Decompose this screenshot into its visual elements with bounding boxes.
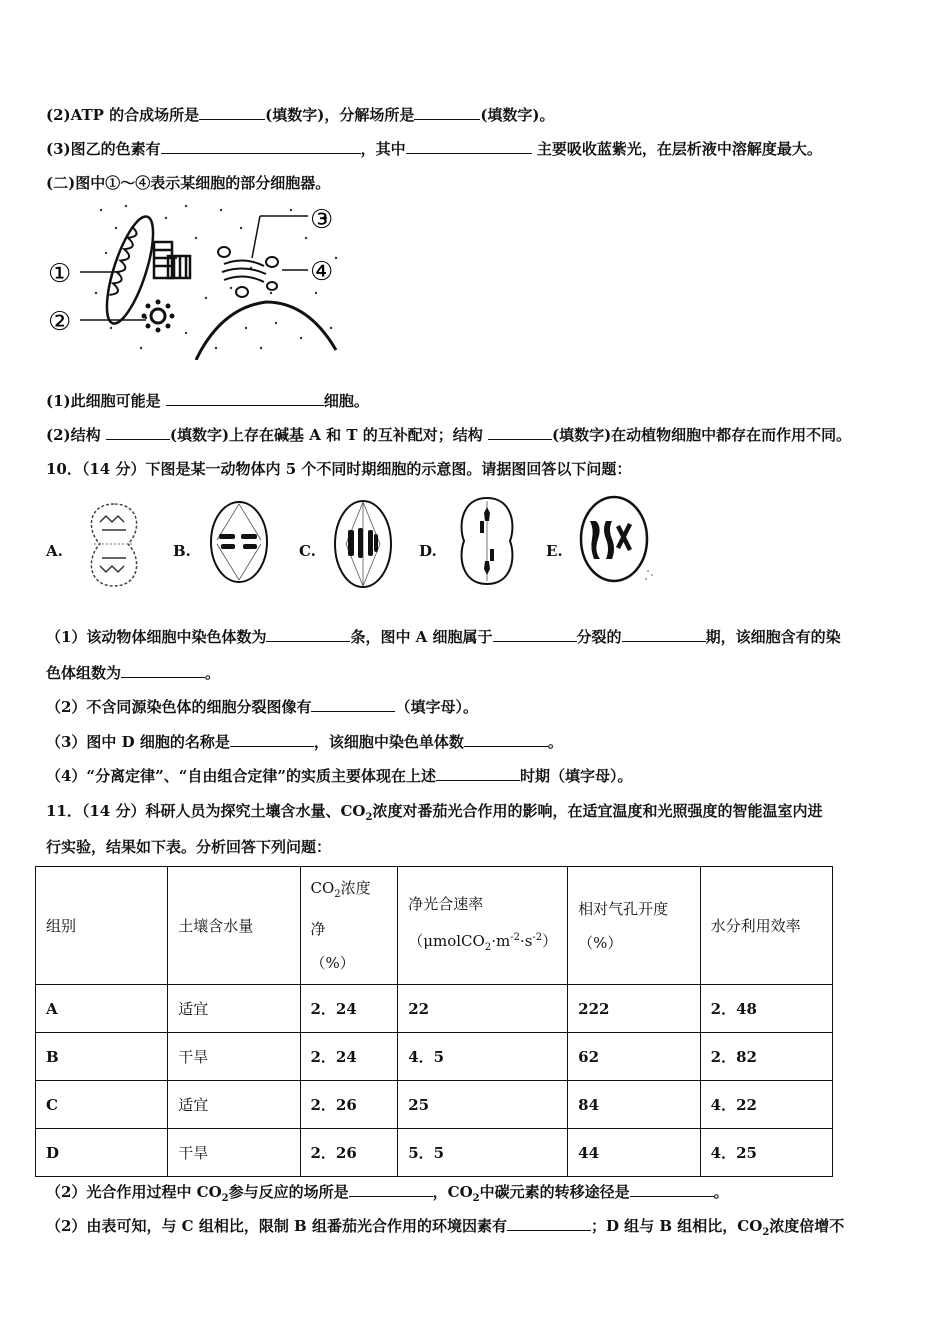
q10-s3-line: （3）图中 D 细胞的名称是 ，该细胞中染色单体数 。 [46,733,563,751]
table-cell: A [36,985,168,1033]
table-cell: 62 [568,1033,700,1081]
table-cell: 2．26 [300,1129,398,1177]
cell-label-b: B. [173,542,191,560]
answer-blank[interactable] [161,139,361,154]
answer-blank[interactable] [630,1182,714,1197]
table-cell: 4．22 [700,1081,832,1129]
table-cell: 2．48 [700,985,832,1033]
table-cell: 25 [398,1081,568,1129]
answer-blank[interactable] [349,1182,433,1197]
answer-blank[interactable] [507,1216,591,1231]
table-row [36,1081,833,1129]
table-cell: 2．26 [300,1081,398,1129]
experiment-table [35,866,833,1177]
table-cell: 干旱 [168,1129,300,1177]
q-structure-line: (2)结构 (填数字)上存在碱基 A 和 T 的互补配对；结构 (填数字)在动植物细胞中都存在而作用不同。 [46,426,852,444]
table-cell: 84 [568,1081,700,1129]
answer-blank[interactable] [406,139,532,154]
header-net-photosynthesis: 净光合速率 $(\mu molCO_2\cdot m^{-2}\cdot s^{-2})$ [398,867,568,985]
q10-s4-line: （4）“分离定律”、“自由组合定律”的实质主要体现在上述 时期（填字母）。 [46,767,633,785]
cell-label-a: A. [46,542,63,560]
answer-blank[interactable] [311,697,395,712]
table-cell: B [36,1033,168,1081]
section-two-header: (二)图中①～④表示某细胞的部分细胞器。 [46,174,331,192]
answer-blank[interactable] [166,391,324,406]
cell-label-d: D. [419,542,437,560]
q11-s1-line: （2）光合作用过程中 $CO_2$参与反应的场所是 ，$CO_2$中碳元素的转移途径是 。 [46,1183,729,1204]
answer-blank[interactable] [106,425,170,440]
table-cell: C [36,1081,168,1129]
cell-label-c: C. [299,542,316,560]
cell-b-figure [207,500,271,584]
q11-s2-line: （2）由表可知，与 C 组相比，限制 B 组番茄光合作用的环境因素有 ；D 组与 B 组相比，$CO_2$浓度倍增不 [46,1217,845,1238]
q-atp-line: (2)ATP 的合成场所是 (填数字)，分解场所是 (填数字)。 [46,106,555,124]
q10-s1-line1: （1）该动物体细胞中染色体数为 条，图中 A 细胞属于 分裂的 期，该细胞含有的染 [46,628,841,646]
answer-blank[interactable] [488,425,552,440]
table-cell: 2．24 [300,985,398,1033]
q-cell-type-line: (1)此细胞可能是 细胞。 [46,392,369,410]
header-co2: $CO_2$浓度 净 （%） [300,867,398,985]
organelle-label-2: ② [48,307,72,337]
table-cell: 4．25 [700,1129,832,1177]
cell-label-e: E. [546,542,563,560]
table-cell: 适宜 [168,1081,300,1129]
q-pigment-line: (3)图乙的色素有 ，其中 主要吸收蓝紫光，在层析液中溶解度最大。 [46,140,822,158]
q10-header: 10．（14 分）下图是某一动物体内 5 个不同时期细胞的示意图。请据图回答以下问题： [46,460,632,478]
table-cell: 4．5 [398,1033,568,1081]
answer-blank[interactable] [230,732,314,747]
answer-blank[interactable] [464,732,548,747]
q10-s2-line: （2）不含同源染色体的细胞分裂图像有 （填字母）。 [46,698,478,716]
table-cell: 适宜 [168,985,300,1033]
table-cell: D [36,1129,168,1177]
cell-a-figure [82,500,146,590]
q11-header-line2: 行实验，结果如下表。分析回答下列问题： [46,838,332,856]
answer-blank[interactable] [622,627,706,642]
organelle-figure [46,198,346,360]
answer-blank[interactable] [414,105,480,120]
table-row [36,1129,833,1177]
header-group: 组别 [36,867,168,985]
organelle-label-1: ① [48,259,72,289]
cell-d-figure [454,495,520,587]
table-header-row [36,867,833,985]
table-cell: 22 [398,985,568,1033]
organelle-label-4: ④ [310,257,334,287]
table-cell: 44 [568,1129,700,1177]
table-row [36,1033,833,1081]
answer-blank[interactable] [436,766,520,781]
header-stomatal: 相对气孔开度 （%） [568,867,700,985]
answer-blank[interactable] [121,663,205,678]
header-water-efficiency: 水分利用效率 [700,867,832,985]
header-soil-water: 土壤含水量 [168,867,300,985]
organelle-label-3: ③ [310,205,334,235]
cell-e-figure [576,493,658,589]
answer-blank[interactable] [199,105,265,120]
answer-blank[interactable] [493,627,577,642]
table-cell: 5．5 [398,1129,568,1177]
answer-blank[interactable] [266,627,350,642]
q11-header-line1: 11．（14 分）科研人员为探究土壤含水量、$CO_2$浓度对番茄光合作用的影响，在适宜温度和光照强度的智能温室内进 [46,802,823,823]
table-cell: 2．82 [700,1033,832,1081]
table-cell: 2．24 [300,1033,398,1081]
q10-s1-line2: 色体组数为 。 [46,664,221,682]
cell-c-figure [332,498,394,590]
table-cell: 干旱 [168,1033,300,1081]
table-row [36,985,833,1033]
table-cell: 222 [568,985,700,1033]
